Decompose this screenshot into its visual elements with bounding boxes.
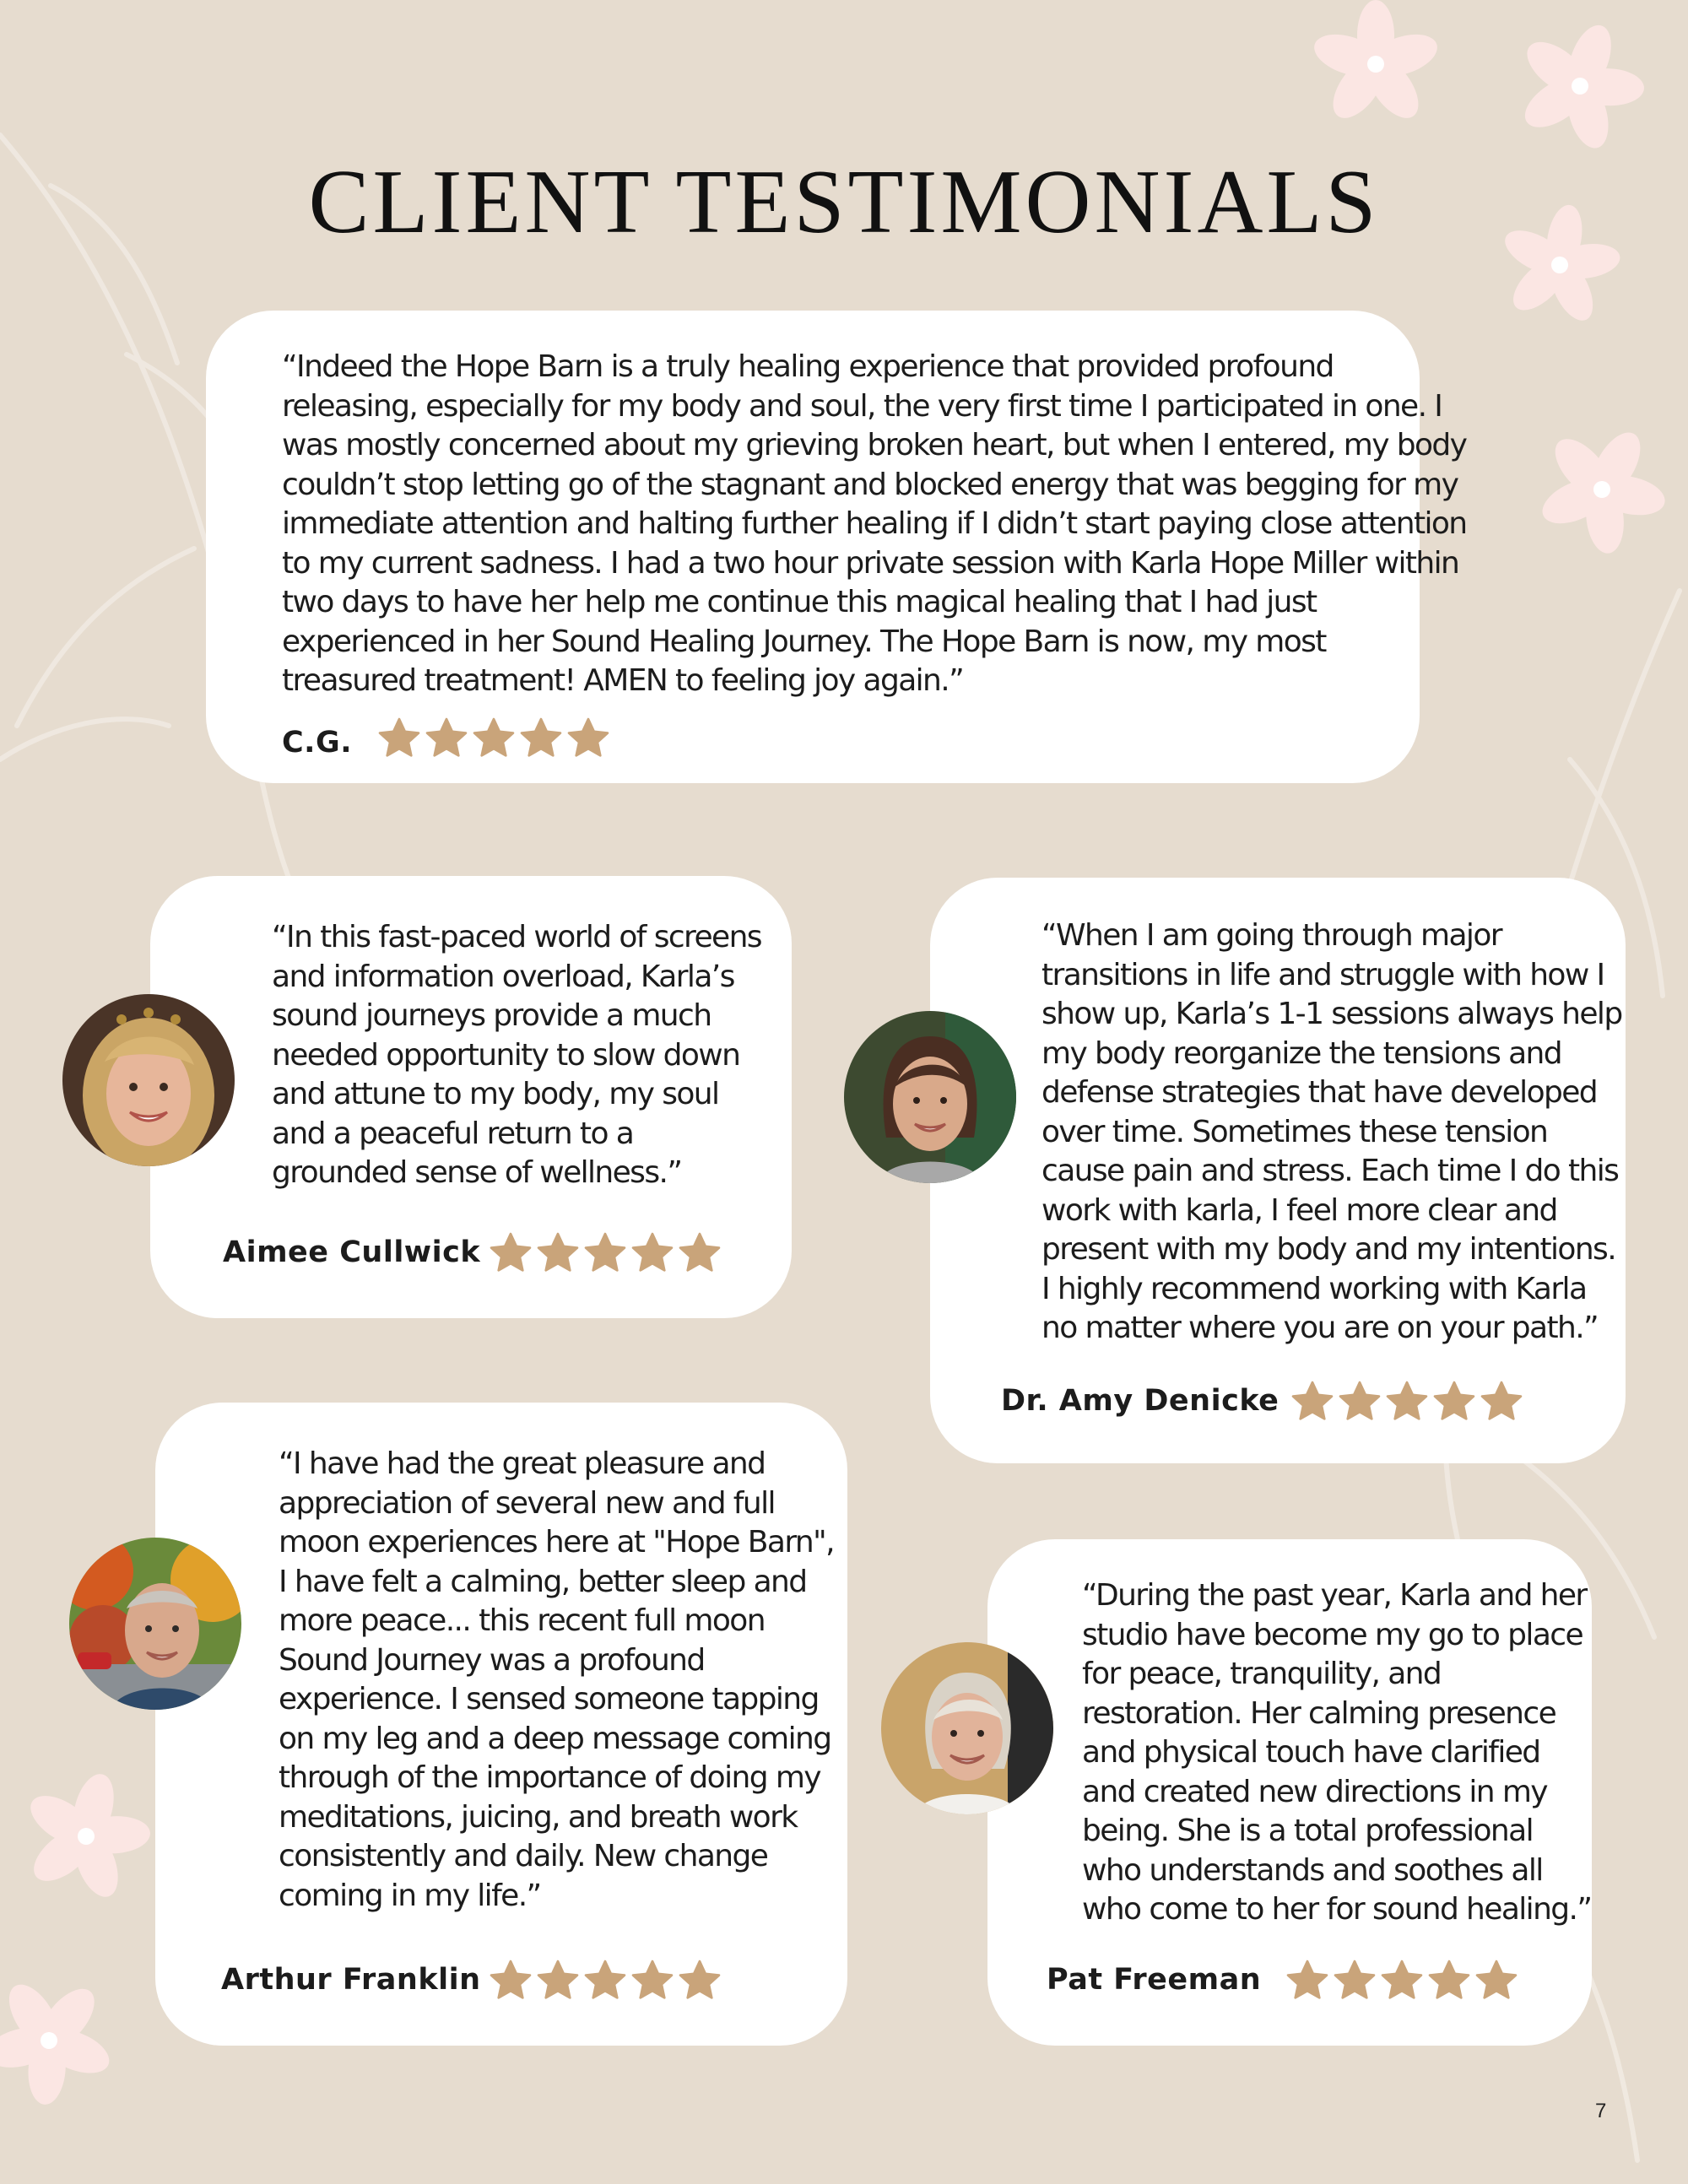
star-icon [488, 1958, 533, 2003]
star-rating [1290, 1379, 1524, 1424]
testimonial-quote: “Indeed the Hope Barn is a truly healing experience that provided profound releasing, especially for my body and soul, the very first time I participated in one. I was mostly concerned about my grieving broken heart, but when I entered, my body couldn’t stop letting go of the stagnant and blocked energy that was begging for my immediate attention and halting further healing if I didn’t start paying close attention to my current sadness. I had a two hour private session with Karla Hope Miller within two days to have her help me continue this magical healing that I had just experienced in her Sound Healing Journey. The Hope Barn is now, my most treasured treatment! AMEN to feeling joy again.” [282, 349, 1467, 698]
woman-blonde-avatar [62, 994, 235, 1166]
star-rating [488, 1230, 722, 1276]
reviewer-name: Aimee Cullwick [223, 1235, 481, 1269]
reviewer-name: Arthur Franklin [221, 1963, 481, 1997]
testimonial-quote: “When I am going through major transitions in life and struggle with how I show up, Karla’s 1-1 sessions always help my body reorganize the tensions and defense strategies that have developed over time. Sometimes these tension cause pain and stress. Each time I do this work with karla, I feel more clear and present with my body and my intentions. I highly recommend working with Karla no matter where you are on your path.” [1041, 918, 1622, 1345]
star-rating [1285, 1958, 1519, 2003]
star-icon [1431, 1379, 1477, 1424]
star-icon [1332, 1958, 1377, 2003]
man-avatar [69, 1538, 241, 1710]
star-icon [1426, 1958, 1472, 2003]
star-icon [424, 716, 469, 761]
star-icon [630, 1958, 675, 2003]
star-icon [535, 1958, 581, 2003]
star-rating [488, 1958, 722, 2003]
star-icon [376, 716, 422, 761]
star-icon [1474, 1958, 1519, 2003]
star-icon [582, 1230, 628, 1276]
star-icon [535, 1230, 581, 1276]
reviewer-name: Pat Freeman [1047, 1963, 1262, 1997]
star-icon [1379, 1958, 1425, 2003]
reviewer-name: Dr. Amy Denicke [1001, 1384, 1280, 1418]
star-icon [518, 716, 564, 761]
testimonial-quote: “In this fast-paced world of screens and information overload, Karla’s sound journeys provide a much needed opportunity to slow down and attune to my body, my soul and a peaceful return to a grounded sense of wellness.” [272, 920, 761, 1190]
star-icon [677, 1958, 722, 2003]
star-icon [488, 1230, 533, 1276]
star-rating [376, 716, 611, 761]
woman-gray-hair-avatar [881, 1642, 1053, 1814]
star-icon [582, 1958, 628, 2003]
star-icon [565, 716, 611, 761]
star-icon [677, 1230, 722, 1276]
page-number: 7 [1595, 2100, 1607, 2122]
testimonial-quote: “During the past year, Karla and her studio have become my go to place for peace, tranquility, and restoration. Her calming presence and physical touch have clarified and created new directions in my being. She is a total professional who understands and soothes all who come to her for sound healing.” [1082, 1578, 1592, 1927]
star-icon [471, 716, 517, 761]
star-icon [1337, 1379, 1382, 1424]
testimonial-quote: “I have had the great pleasure and appreciation of several new and full moon experiences here at "Hope Barn", I have felt a calming, better sleep and more peace... this recent full moon Sound Journey was a profound experience. I sensed someone tapping on my leg and a deep message coming through of the importance of doing my meditations, juicing, and breath work consistently and daily. New change coming in my life.” [279, 1446, 834, 1913]
reviewer-name: C.G. [282, 726, 353, 760]
page-title: CLIENT TESTIMONIALS [308, 152, 1380, 252]
star-icon [1290, 1379, 1335, 1424]
star-icon [1384, 1379, 1430, 1424]
woman-brunette-avatar [844, 1011, 1016, 1183]
star-icon [1285, 1958, 1330, 2003]
star-icon [1479, 1379, 1524, 1424]
star-icon [630, 1230, 675, 1276]
